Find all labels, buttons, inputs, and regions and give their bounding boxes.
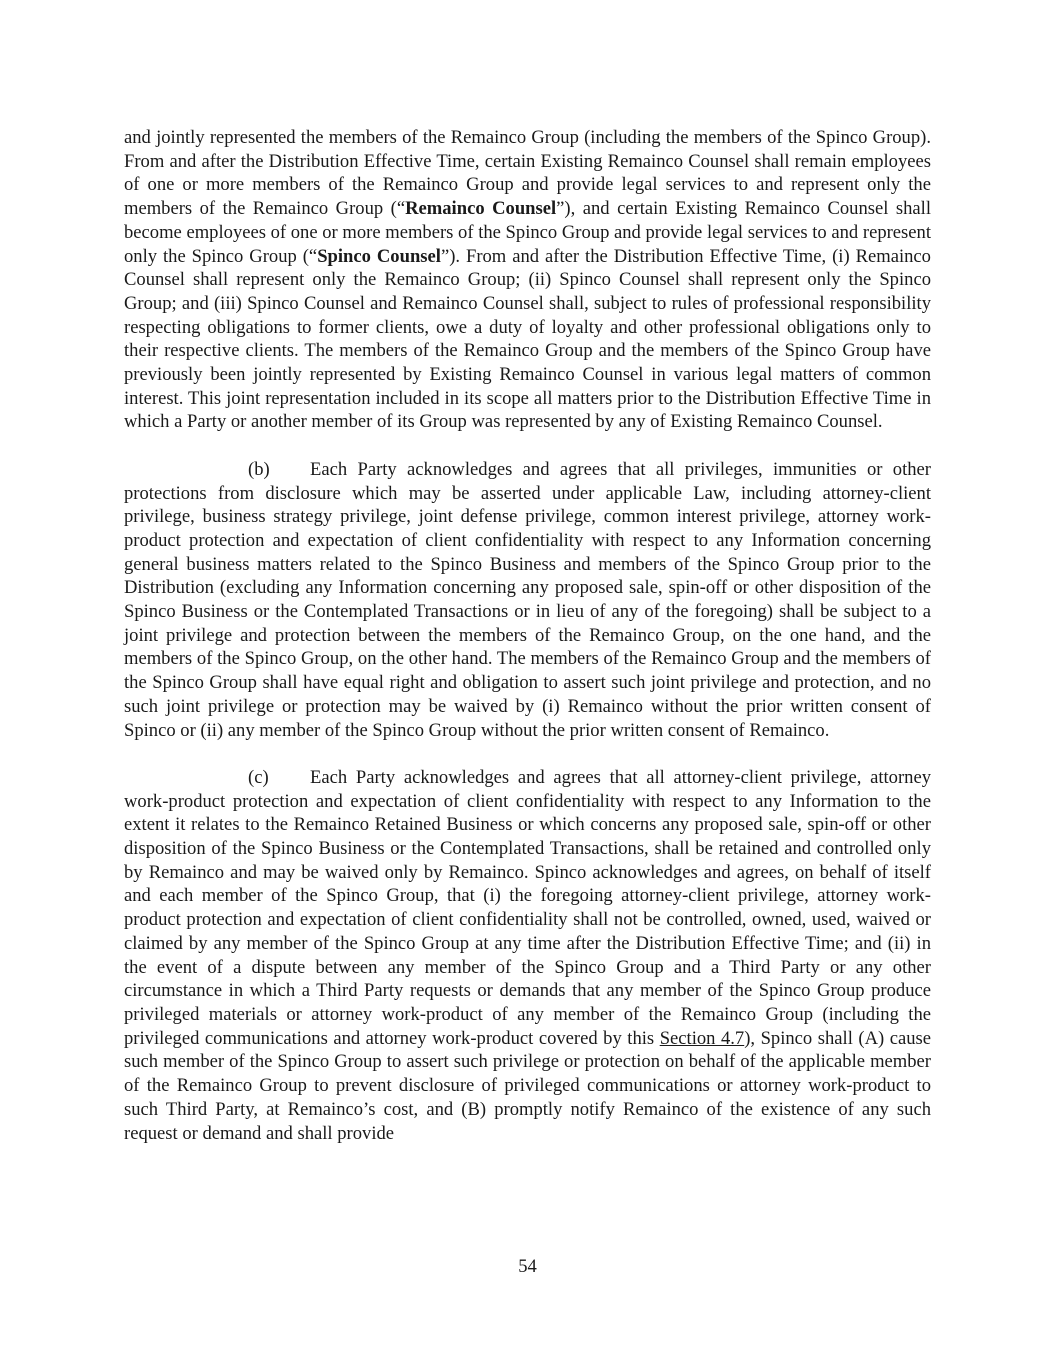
paragraph-b xyxy=(124,458,931,742)
paragraph-marker-b: (b) xyxy=(248,458,270,480)
paragraph-text: ”). From and after the Distribution Effective Time, (i) Remainco Counsel shall represent only the Remainco Group; (ii) Spinco Counsel shall represent only the Spinco Group; and (iii) Spinco Counsel and Remainco Counsel shall, subject to rules of professional responsibility respecting obligations to former clients, owe a duty of loyalty and other professional obligations only to their respective clients. The members of the Remainco Group and the members of the Spinco Group have previously been jointly represented by Existing Remainco Counsel in various legal matters of common interest. This joint representation included in its scope all matters prior to the Distribution Effective Time in which a Party or another member of its Group was represented by any of Existing Remainco Counsel. xyxy=(124,245,931,433)
document-page xyxy=(124,126,931,1145)
paragraph-a-continuation xyxy=(124,126,931,434)
paragraph-marker-c: (c) xyxy=(248,766,269,788)
paragraph-text: and jointly represented the members of the Remainco Group (including the members of the Spinco Group). From and after the Distribution Effective Time, certain Existing Remainco Counsel shall remain employees of one or more members of the Remainco Group and provide legal services to and represent only the members of the Remainco Group (“ xyxy=(124,127,931,220)
paragraph-c xyxy=(124,766,931,1145)
page-number: 54 xyxy=(518,1256,537,1277)
defined-term-spinco-counsel: Spinco Counsel xyxy=(317,245,441,267)
defined-term-remainco-counsel: Remainco Counsel xyxy=(405,198,557,220)
section-reference-link[interactable]: Section 4.7 xyxy=(659,1027,745,1049)
paragraph-text: Each Party acknowledges and agrees that all privileges, immunities or other protections from disclosure which may be asserted under applicable Law, including attorney-client privilege, business strategy privilege, joint defense privilege, common interest privilege, attorney work-product protection and expectation of client confidentiality with respect to any Information concerning general business matters related to the Spinco Business and members of the Spinco Group prior to the Distribution (excluding any Information concerning any proposed sale, spin-off or other disposition of the Spinco Business or the Contemplated Transactions or in lieu of any of the foregoing) shall be subject to a joint privilege and protection between the members of the Remainco Group, on the one hand, and the members of the Spinco Group, on the other hand. The members of the Remainco Group and the members of the Spinco Group shall have equal right and obligation to assert such joint privilege and protection, and no such joint privilege or protection may be waived by (i) Remainco without the prior written consent of Spinco or (ii) any member of the Spinco Group without the prior written consent of Remainco. xyxy=(124,458,931,741)
paragraph-text: ”), and certain Existing Remainco Counsel shall become employees of one or more members of the Spinco Group and provide legal services to and represent only the Spinco Group (“ xyxy=(124,198,932,267)
paragraph-text: Each Party acknowledges and agrees that all attorney-client privilege, attorney work-product protection and expectation of client confidentiality with respect to any Information to the extent it relates to the Remainco Retained Business or which concerns any proposed sale, spin-off or other disposition of the Spinco Business or the Contemplated Transactions, shall be retained and controlled only by Remainco and may be waived only by Remainco. Spinco acknowledges and agrees, on behalf of itself and each member of the Spinco Group, that (i) the foregoing attorney-client privilege, attorney work-product protection and expectation of client confidentiality shall not be controlled, owned, used, waived or claimed by any member of the Spinco Group at any time after the Distribution Effective Time; and (ii) in the event of a dispute between any member of the Spinco Group and a Third Party or any other circumstance in which a Third Party requests or demands that any member of the Spinco Group produce privileged materials or attorney work-product of any member of the Remainco Group (including the privileged communications and attorney work-product covered by this xyxy=(124,766,931,1049)
paragraph-text: ), Spinco shall (A) cause such member of the Spinco Group to assert such privilege or protection on behalf of the applicable member of the Remainco Group to prevent disclosure of privileged communications or attorney work-product to such Third Party, at Remainco’s cost, and (B) promptly notify Remainco of the existence of any such request or demand and shall provide xyxy=(124,1027,931,1144)
